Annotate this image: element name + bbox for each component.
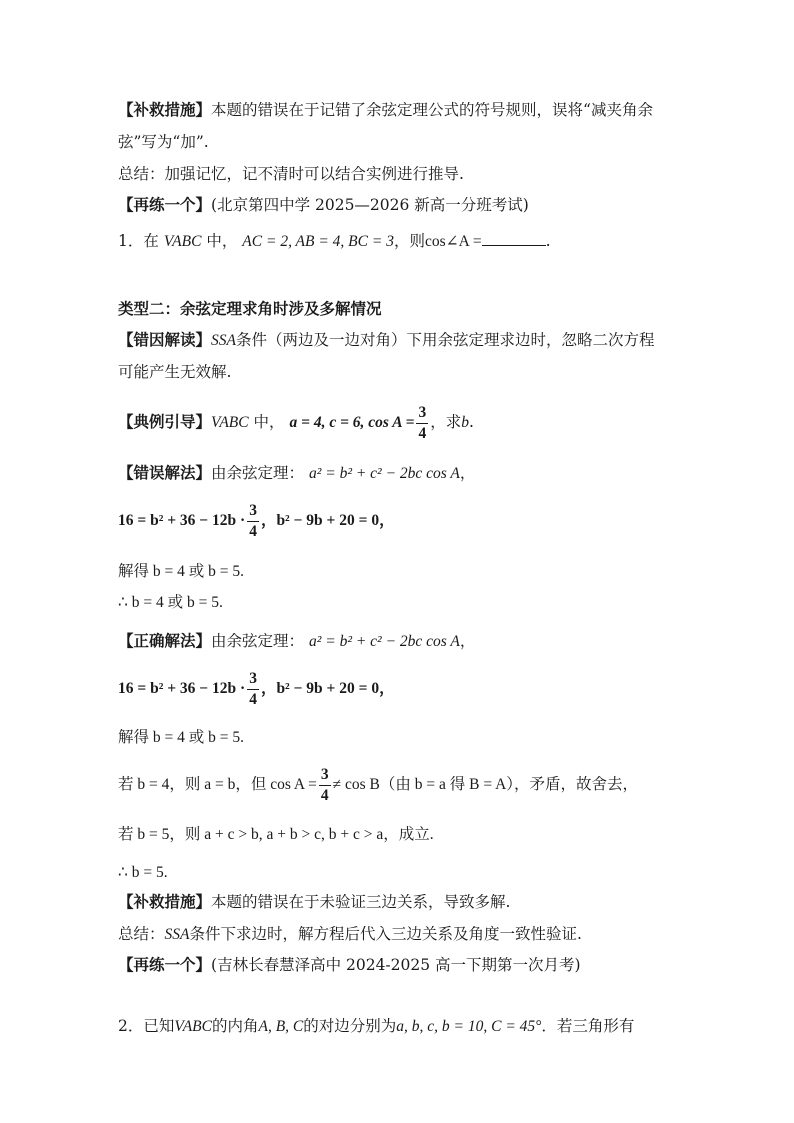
- wrong-therefore: [118, 591, 684, 614]
- question-1-condition: AC = 2, AB = 4, BC = 3: [242, 233, 394, 250]
- example-end: .: [468, 413, 474, 431]
- summary-1: [118, 163, 684, 185]
- solve-text: 解得 b = 4 或 b = 5.: [118, 729, 244, 746]
- correct-solve: [118, 726, 684, 749]
- correct-therefore: [118, 861, 684, 884]
- example-var: b: [461, 414, 469, 431]
- ssa-term: SSA: [164, 926, 190, 943]
- wrong-solve: [118, 560, 684, 583]
- case-2-text: 若 b = 5，则 a + c > b, a + b > c, b + c > a，成立.: [118, 826, 434, 843]
- fraction-denominator: 4: [418, 424, 427, 442]
- question-1: [118, 230, 684, 253]
- summary-1-text: 总结：加强记忆，记不清时可以结合实例进行推导.: [118, 165, 464, 183]
- cosine-law-formula: a² = b² + c² − 2bc cos A: [308, 633, 460, 650]
- summary-text: 条件下求边时，解方程后代入三边关系及角度一致性验证.: [189, 925, 582, 943]
- example-ask: ，求: [430, 413, 462, 431]
- solve-text: 解得 b = 4 或 b = 5.: [118, 563, 244, 580]
- example-prompt: [118, 402, 684, 443]
- question-2-text-2: 的对边分别为: [303, 1017, 397, 1035]
- ssa-term: SSA: [211, 332, 236, 349]
- triangle-symbol: VABC: [163, 233, 202, 250]
- question-2-text-1: 的内角: [211, 1017, 259, 1035]
- remedy-paragraph-1: [118, 99, 684, 121]
- example-condition: a = 4, c = 6, cos A =: [289, 414, 415, 431]
- fraction-three-quarters: [247, 671, 259, 707]
- correct-solution-text: 由余弦定理：: [211, 632, 305, 650]
- question-2-text-3: ．若三角形有: [541, 1017, 635, 1035]
- fraction-denominator: 4: [249, 522, 257, 540]
- therefore-text: ∴ b = 4 或 b = 5.: [118, 594, 223, 611]
- fraction-denominator: 4: [320, 786, 329, 804]
- sides-symbols: a, b, c, b = 10, C = 45°: [396, 1018, 542, 1035]
- practice-heading-2: [118, 954, 684, 976]
- question-2: [118, 1015, 684, 1038]
- section-title-type-2: [118, 298, 684, 320]
- equation-right: ，b² − 9b + 20 = 0，: [260, 512, 395, 529]
- fraction-numerator: 3: [247, 671, 259, 690]
- practice-source: (吉林长春慧泽高中 2024-2025 高一下期第一次月考): [211, 956, 581, 974]
- fraction-numerator: 3: [416, 405, 428, 424]
- question-1-number: 1．在: [118, 232, 159, 250]
- summary-prefix: 总结：: [118, 925, 165, 943]
- remedy-tag: 【补救措施】: [118, 100, 212, 119]
- practice-heading-1: [118, 194, 684, 216]
- remedy-text: 本题的错误在于记错了余弦定理公式的符号规则，误将“减夹角余: [211, 101, 653, 119]
- remedy-text-cont: 弦”写为“加”.: [118, 133, 209, 151]
- comma: ，: [459, 464, 476, 482]
- correct-equation: [118, 668, 684, 709]
- case-1-end: ≠ cos B（由 b = a 得 B = A），矛盾，故舍去，: [332, 776, 639, 793]
- wrong-equation: [118, 500, 684, 541]
- equation-left: 16 = b² + 36 − 12b ·: [118, 512, 246, 529]
- question-1-mid: 中，: [206, 232, 238, 250]
- wrong-solution-heading: [118, 462, 684, 485]
- example-tag: 【典例引导】: [118, 412, 212, 431]
- fraction-denominator: 4: [249, 690, 257, 708]
- error-cause-paragraph: [118, 329, 684, 352]
- comma: ，: [459, 632, 476, 650]
- error-cause-tag: 【错因解读】: [118, 330, 212, 349]
- therefore-text: ∴ b = 5.: [118, 864, 168, 881]
- fraction-numerator: 3: [319, 767, 331, 786]
- case-b-equals-5: [118, 823, 684, 846]
- wrong-solution-tag: 【错误解法】: [118, 463, 212, 482]
- remedy-paragraph-1-cont: [118, 131, 684, 153]
- fraction-three-quarters: [416, 405, 428, 441]
- triangle-symbol: VABC: [211, 414, 249, 431]
- summary-2: [118, 923, 684, 946]
- correct-solution-tag: 【正确解法】: [118, 631, 212, 650]
- error-cause-text: 条件（两边及一边对角）下用余弦定理求边时，忽略二次方程: [235, 331, 655, 349]
- remedy-text: 本题的错误在于未验证三边关系，导致多解.: [211, 893, 511, 911]
- correct-solution-heading: [118, 630, 684, 653]
- error-cause-text-cont: 可能产生无效解.: [118, 363, 232, 381]
- section-title-text: 类型二：余弦定理求角时涉及多解情况: [118, 299, 382, 318]
- equation-left: 16 = b² + 36 − 12b ·: [118, 680, 246, 697]
- practice-source: (北京第四中学 2025—2026 新高一分班考试): [211, 196, 529, 214]
- answer-blank: [482, 231, 546, 246]
- practice-tag: 【再练一个】: [118, 195, 212, 214]
- example-mid: 中，: [253, 413, 285, 431]
- angles-symbols: A, B, C: [258, 1018, 304, 1035]
- question-1-cos: cos∠A =: [424, 233, 482, 250]
- remedy-tag: 【补救措施】: [118, 892, 212, 911]
- remedy-paragraph-2: [118, 891, 684, 913]
- fraction-numerator: 3: [247, 503, 259, 522]
- error-cause-paragraph-cont: [118, 361, 684, 383]
- question-2-number: 2．已知: [118, 1017, 175, 1035]
- case-1-start: 若 b = 4，则 a = b，但 cos A =: [118, 776, 317, 793]
- triangle-symbol: VABC: [174, 1018, 212, 1035]
- question-1-then: ，则: [393, 232, 425, 250]
- wrong-solution-text: 由余弦定理：: [211, 464, 305, 482]
- cosine-law-formula: a² = b² + c² − 2bc cos A: [308, 465, 460, 482]
- case-b-equals-4: [118, 764, 684, 805]
- fraction-three-quarters: [319, 767, 331, 803]
- question-1-end: .: [545, 232, 551, 250]
- fraction-three-quarters: [247, 503, 259, 539]
- practice-tag: 【再练一个】: [118, 955, 212, 974]
- equation-right: ，b² − 9b + 20 = 0，: [260, 680, 395, 697]
